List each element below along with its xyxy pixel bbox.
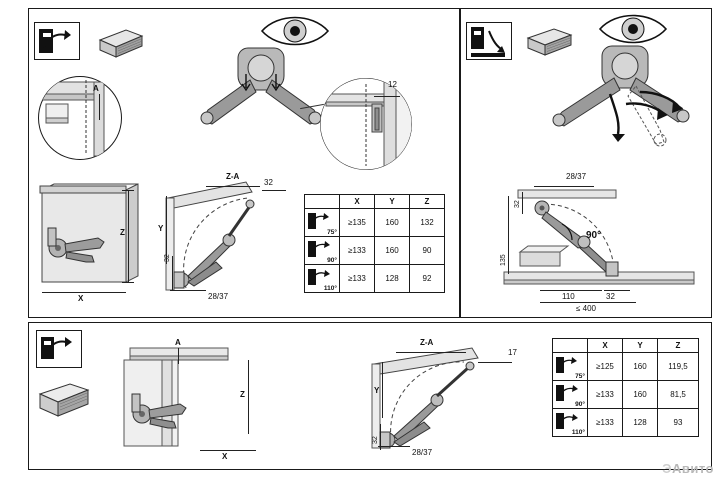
cell-x-75: ≥135 bbox=[340, 209, 375, 237]
dim-2837-line bbox=[170, 290, 206, 291]
dim-32-bottom-label: 32 bbox=[606, 292, 615, 301]
table-header-row bbox=[553, 339, 699, 353]
dim-2837-top-right-line bbox=[534, 186, 594, 187]
row-angle-110: 110° bbox=[323, 285, 337, 292]
row-icon-75-bottom bbox=[553, 353, 588, 381]
label-callout-12: 12 bbox=[388, 80, 397, 89]
cell-z-110: 92 bbox=[410, 265, 445, 293]
header-y: Y bbox=[375, 195, 410, 209]
angle-90-label: 90° bbox=[586, 230, 602, 241]
label-detail-a: A bbox=[93, 84, 99, 93]
table-row bbox=[553, 353, 699, 381]
dim-17-label: 17 bbox=[508, 348, 517, 357]
header-y-bottom: Y bbox=[623, 339, 658, 353]
icon-box-parallel-lift bbox=[36, 330, 82, 368]
table-row bbox=[305, 237, 445, 265]
dim-x-bottom-line bbox=[200, 450, 256, 451]
dim-x-label: X bbox=[78, 294, 84, 303]
row-angle-75-bottom: 75° bbox=[575, 373, 585, 380]
watermark bbox=[662, 461, 714, 476]
dim-110-line bbox=[540, 290, 602, 291]
row-icon-110 bbox=[305, 265, 340, 293]
dim-z-tick-top bbox=[122, 190, 134, 191]
cell-x-75-bottom: ≥125 bbox=[588, 353, 623, 381]
cell-x-110-bottom: ≥133 bbox=[588, 409, 623, 437]
cell-y-110-bottom: 128 bbox=[623, 409, 658, 437]
dim-limit-400-line bbox=[540, 302, 636, 303]
cell-z-75: 132 bbox=[410, 209, 445, 237]
parallel-lift-flap-icon bbox=[37, 331, 83, 369]
dim-z-tick-bottom bbox=[122, 282, 134, 283]
dim-135-line bbox=[508, 196, 509, 274]
cell-x-90-bottom: ≥133 bbox=[588, 381, 623, 409]
dim-32-vert-line bbox=[172, 256, 173, 290]
cell-y-90-bottom: 160 bbox=[623, 381, 658, 409]
cell-z-75-bottom: 119,5 bbox=[658, 353, 699, 381]
callout-12-dim bbox=[374, 96, 400, 97]
icon-box-lift-up bbox=[34, 22, 80, 60]
header-x-bottom: X bbox=[588, 339, 623, 353]
dim-za-line bbox=[206, 186, 260, 187]
dim-limit-400-label: ≤ 400 bbox=[576, 304, 596, 313]
row-angle-75: 75° bbox=[327, 229, 337, 236]
dim-x-line bbox=[42, 292, 126, 293]
row-icon-75 bbox=[305, 209, 340, 237]
dim-32-right-label: 32 bbox=[514, 200, 521, 208]
dim-135-label: 135 bbox=[500, 254, 507, 266]
dim-za-label: Z-A bbox=[226, 172, 240, 181]
dim-32-right-line bbox=[522, 192, 523, 214]
header-empty bbox=[305, 195, 340, 209]
dim-17-line bbox=[478, 362, 512, 363]
table-row bbox=[305, 209, 445, 237]
dim-32-bottom-vert-label: 32 bbox=[372, 436, 379, 444]
label-detail-a-bottom: A bbox=[175, 338, 181, 347]
callout-circle-12-content bbox=[320, 78, 412, 170]
row-icon-110-bottom bbox=[553, 409, 588, 437]
cell-y-110: 128 bbox=[375, 265, 410, 293]
header-z: Z bbox=[410, 195, 445, 209]
dim-x-bottom-label: X bbox=[222, 452, 228, 461]
row-angle-110-bottom: 110° bbox=[571, 429, 585, 436]
cell-z-110-bottom: 93 bbox=[658, 409, 699, 437]
dim-32-top-line bbox=[262, 190, 286, 191]
row-icon-90 bbox=[305, 237, 340, 265]
cabinet-section-xz bbox=[34, 182, 150, 310]
dim-2837-top-right-label: 28/37 bbox=[566, 172, 587, 181]
cell-z-90: 90 bbox=[410, 237, 445, 265]
cell-x-90: ≥133 bbox=[340, 237, 375, 265]
dim-y-bottom-label: Y bbox=[374, 386, 380, 395]
cell-y-75: 160 bbox=[375, 209, 410, 237]
dim-2837-label: 28/37 bbox=[208, 292, 229, 301]
dim-za-bottom-label: Z-A bbox=[420, 338, 434, 347]
table-header-row bbox=[305, 195, 445, 209]
cabinet-block-illustration bbox=[96, 26, 144, 60]
dim-32-top-label: 32 bbox=[264, 178, 273, 187]
dim-z-line bbox=[128, 190, 129, 282]
table-row bbox=[305, 265, 445, 293]
dim-32-vert-label: 32 bbox=[164, 254, 171, 262]
dim-y-bottom-line bbox=[382, 362, 383, 418]
cabinet-section-bottom-left bbox=[116, 336, 246, 464]
spec-table-top-left bbox=[304, 194, 445, 293]
dim-32-bottom-line bbox=[604, 290, 630, 291]
watermark-text: Авито bbox=[671, 461, 714, 476]
dim-z-label: Z bbox=[120, 228, 125, 237]
cell-y-90: 160 bbox=[375, 237, 410, 265]
dim-z-bottom-line bbox=[248, 360, 249, 434]
row-angle-90: 90° bbox=[327, 257, 337, 264]
cell-z-90-bottom: 81,5 bbox=[658, 381, 699, 409]
lift-up-flap-icon bbox=[35, 23, 81, 61]
lift-down-flap-icon bbox=[467, 23, 513, 61]
spec-table-bottom bbox=[552, 338, 699, 437]
table-row bbox=[553, 381, 699, 409]
dim-2837-bottom-line bbox=[378, 446, 410, 447]
header-empty-bottom bbox=[553, 339, 588, 353]
cell-x-110: ≥133 bbox=[340, 265, 375, 293]
icon-box-lift-down bbox=[466, 22, 512, 60]
lift-arm-exploded-top-left bbox=[196, 44, 332, 144]
detail-circle-a-content bbox=[38, 76, 122, 160]
dim-y-label: Y bbox=[158, 224, 164, 233]
row-angle-90-bottom: 90° bbox=[575, 401, 585, 408]
lift-arm-exploded-top-right bbox=[540, 42, 706, 156]
header-z-bottom: Z bbox=[658, 339, 699, 353]
cabinet-block-illustration-bottom bbox=[36, 378, 92, 422]
dim-z-bottom-label: Z bbox=[240, 390, 245, 399]
cell-y-75-bottom: 160 bbox=[623, 353, 658, 381]
header-x: X bbox=[340, 195, 375, 209]
dim-110-label: 110 bbox=[562, 292, 575, 301]
watermark-prefix: Э bbox=[662, 461, 672, 476]
detail-a-arrow bbox=[99, 94, 100, 120]
dim-2837-bottom-label: 28/37 bbox=[412, 448, 433, 457]
dim-za-bottom-line bbox=[396, 352, 466, 353]
table-row bbox=[553, 409, 699, 437]
cabinet-section-top-right bbox=[498, 176, 704, 308]
detail-a-bottom-arrow bbox=[178, 348, 179, 364]
row-icon-90-bottom bbox=[553, 381, 588, 409]
